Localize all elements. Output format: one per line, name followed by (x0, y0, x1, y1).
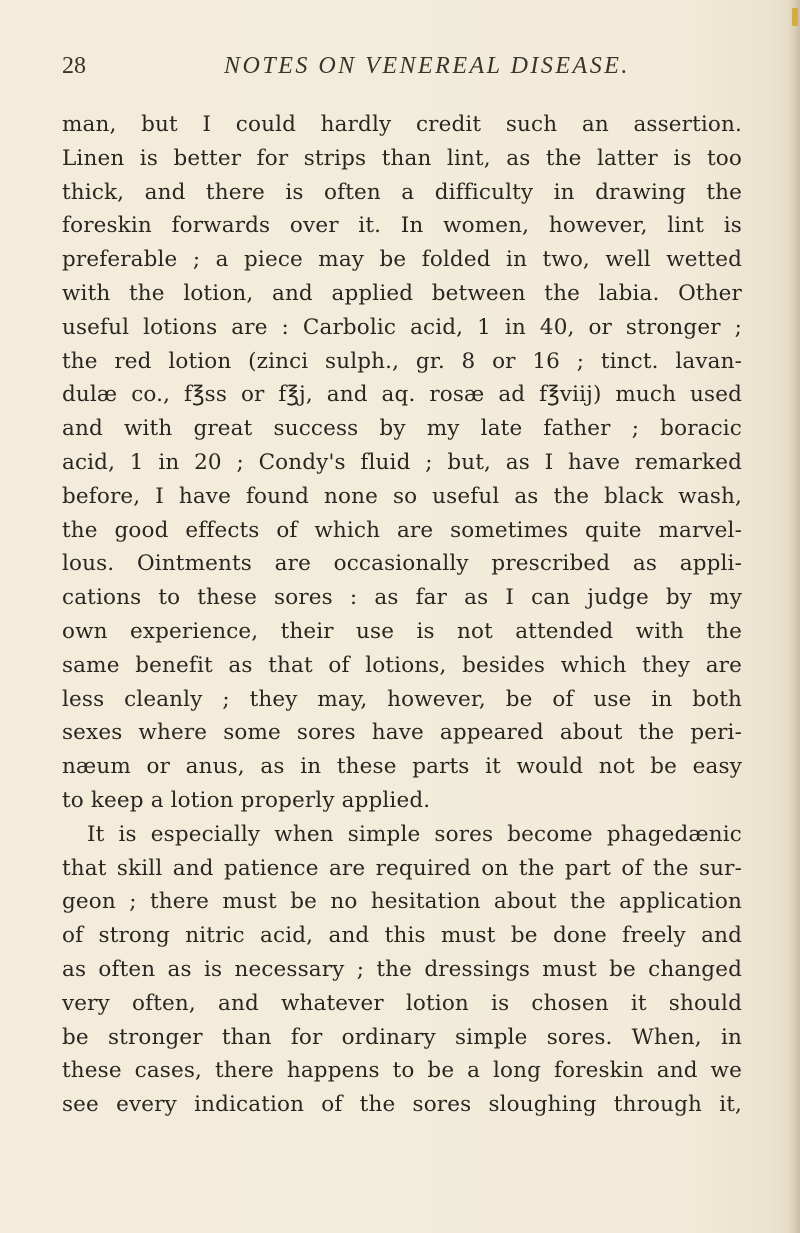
text-line: same benefit as that of lotions, besides which they are (62, 652, 742, 678)
page-header (62, 52, 742, 80)
text-line: the good effects of which are sometimes quite marvel- (62, 517, 742, 543)
body-text (62, 108, 742, 1122)
text-line: as often as is necessary ; the dressings must be changed (62, 956, 742, 982)
text-line: these cases, there happens to be a long foreskin and we (62, 1058, 742, 1084)
text-line: thick, and there is often a difficulty in drawing the (62, 179, 742, 205)
text-line: with the lotion, and applied between the labia. Other (62, 280, 742, 306)
text-line: own experience, their use is not attended with the (62, 618, 742, 644)
text-line: lous. Ointments are occasionally prescribed as appli- (62, 551, 742, 577)
text-line: useful lotions are : Carbolic acid, 1 in 40, or stronger ; (62, 314, 742, 340)
text-line: of strong nitric acid, and this must be done freely and (62, 923, 742, 949)
text-line: before, I have found none so useful as the black wash, (62, 483, 742, 509)
text-line: sexes where some sores have appeared about the peri- (62, 720, 742, 746)
text-line: the red lotion (zinci sulph., gr. 8 or 16 ; tinct. lavan- (62, 348, 742, 374)
paragraph-end-line: to keep a lotion properly applied. (62, 787, 431, 813)
text-line: see every indication of the sores sloughing through it, (62, 1092, 742, 1118)
text-line: dulæ co., f℥ss or f℥j, and aq. rosæ ad f℥viij) much used (62, 382, 742, 408)
text-line: less cleanly ; they may, however, be of use in both (62, 686, 742, 712)
text-line: geon ; there must be no hesitation about the application (62, 889, 742, 915)
text-line: and with great success by my late father ; boracic (62, 416, 742, 442)
page-number: 28 (62, 53, 86, 79)
text-line: be stronger than for ordinary simple sores. When, in (62, 1024, 742, 1050)
page-edge-mark (792, 8, 798, 26)
text-line: cations to these sores : as far as I can judge by my (62, 585, 742, 611)
text-line: Linen is better for strips than lint, as the latter is too (62, 145, 742, 171)
text-line: preferable ; a piece may be folded in two, well wetted (62, 247, 742, 273)
text-line: man, but I could hardly credit such an assertion. (62, 112, 742, 137)
text-line: acid, 1 in 20 ; Condy's fluid ; but, as I have remarked (62, 449, 742, 475)
text-line: that skill and patience are required on the part of the sur- (62, 855, 742, 881)
text-line: very often, and whatever lotion is chosen it should (62, 990, 742, 1016)
page-edge (786, 0, 800, 1233)
text-line: foreskin forwards over it. In women, however, lint is (62, 213, 742, 239)
paragraph-start-line: It is especially when simple sores become phagedænic (87, 821, 742, 847)
text-line: næum or anus, as in these parts it would not be easy (62, 754, 742, 780)
running-head: NOTES ON VENEREAL DISEASE. (224, 53, 630, 79)
